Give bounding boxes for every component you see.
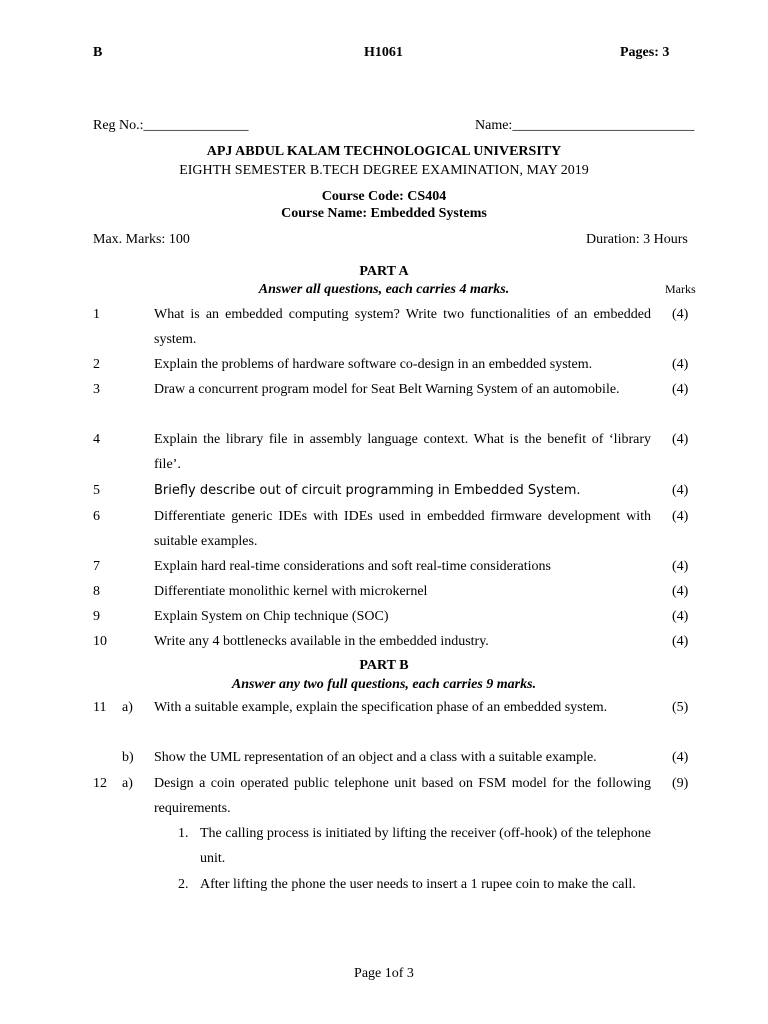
course-name: Course Name: Embedded Systems (281, 206, 487, 221)
question-marks: (4) (672, 432, 689, 447)
question-number: 8 (93, 584, 100, 599)
question-text: Show the UML representation of an object and a class with a suitable example. (154, 750, 597, 765)
question-marks: (4) (672, 357, 689, 372)
part-a-instruction: Answer all questions, each carries 4 marks. (258, 282, 510, 297)
question-number: 12 (93, 776, 107, 791)
page-footer: Page 1of 3 (354, 966, 414, 981)
question-text: Explain hard real-time considerations and soft real-time considerations (154, 559, 551, 574)
max-marks: Max. Marks: 100 (93, 232, 190, 247)
reg-no-field: Reg No.:_______________ (93, 118, 249, 133)
university-name: APJ ABDUL KALAM TECHNOLOGICAL UNIVERSITY (206, 144, 562, 159)
requirement-number: 2. (178, 877, 189, 892)
subquestion-label: a) (122, 700, 133, 715)
question-number: 9 (93, 609, 100, 624)
name-field: Name:__________________________ (475, 118, 695, 133)
duration: Duration: 3 Hours (586, 232, 688, 247)
question-marks: (4) (672, 750, 689, 765)
exam-title: EIGHTH SEMESTER B.TECH DEGREE EXAMINATION, MAY 2019 (179, 163, 589, 178)
question-text: Draw a concurrent program model for Seat Belt Warning System of an automobile. (154, 382, 620, 397)
question-text: Explain the library file in assembly language context. What is the benefit of ‘library file’. (154, 432, 651, 472)
paper-code: H1061 (364, 45, 403, 60)
requirement-number: 1. (178, 826, 189, 841)
requirement-text: The calling process is initiated by lifting the receiver (off-hook) of the telephone unit. (200, 826, 651, 866)
question-text: Differentiate generic IDEs with IDEs used in embedded firmware development with suitable examples. (154, 509, 651, 549)
question-marks: (4) (672, 307, 689, 322)
question-number: 6 (93, 509, 100, 524)
part-a-title: PART A (359, 264, 409, 279)
question-marks: (4) (672, 509, 689, 524)
question-text: With a suitable example, explain the specification phase of an embedded system. (154, 700, 608, 715)
question-number: 4 (93, 432, 100, 447)
question-marks: (4) (672, 382, 689, 397)
question-number: 11 (93, 700, 107, 715)
question-marks: (4) (672, 483, 689, 498)
question-text: Explain the problems of hardware software co-design in an embedded system. (154, 357, 593, 372)
requirement-text: After lifting the phone the user needs to insert a 1 rupee coin to make the call. (200, 877, 636, 892)
question-number: 5 (93, 483, 100, 498)
part-b-instruction: Answer any two full questions, each carries 9 marks. (231, 677, 537, 692)
question-number: 3 (93, 382, 100, 397)
question-text: What is an embedded computing system? Write two functionalities of an embedded system. (154, 307, 651, 347)
question-text: Write any 4 bottlenecks available in the embedded industry. (154, 634, 489, 649)
question-text: Design a coin operated public telephone unit based on FSM model for the following requirements. (154, 776, 651, 816)
question-marks: (4) (672, 559, 689, 574)
part-b-title: PART B (359, 658, 409, 673)
question-marks: (9) (672, 776, 689, 791)
question-number: 2 (93, 357, 100, 372)
question-number: 1 (93, 307, 100, 322)
question-number: 10 (93, 634, 107, 649)
subquestion-label: b) (122, 750, 134, 765)
page-count: Pages: 3 (620, 45, 670, 60)
course-code: Course Code: CS404 (321, 189, 447, 204)
question-number: 7 (93, 559, 100, 574)
subquestion-label: a) (122, 776, 133, 791)
question-marks: (4) (672, 634, 689, 649)
question-text: Briefly describe out of circuit programming in Embedded System. (154, 483, 581, 498)
question-text: Explain System on Chip technique (SOC) (154, 609, 389, 624)
question-set: B (93, 45, 103, 60)
question-marks: (5) (672, 700, 689, 715)
marks-header: Marks (665, 282, 696, 296)
question-marks: (4) (672, 609, 689, 624)
question-marks: (4) (672, 584, 689, 599)
question-text: Differentiate monolithic kernel with microkernel (154, 584, 428, 599)
